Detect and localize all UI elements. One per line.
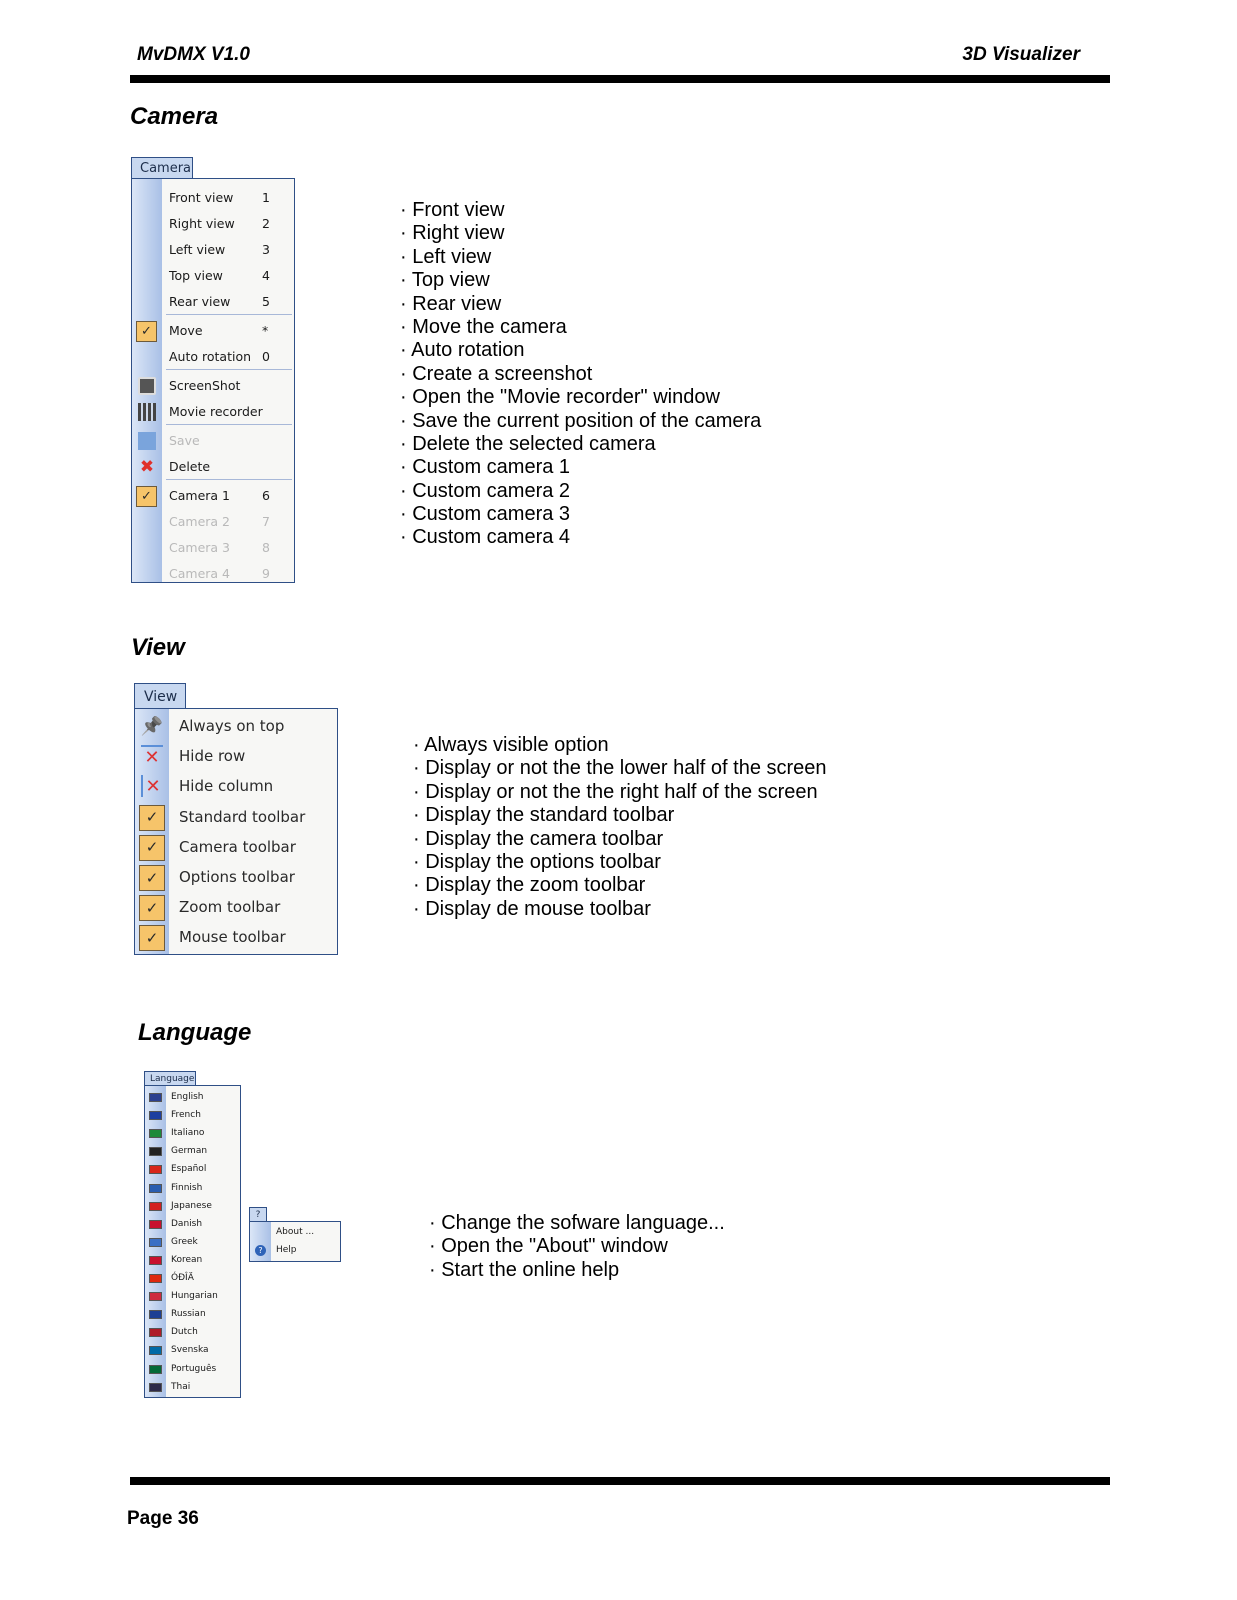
menu-item-label: Danish bbox=[171, 1218, 203, 1229]
menu-item-shortcut: 3 bbox=[262, 242, 270, 257]
camera-menu-item-auto-rotation[interactable] bbox=[132, 347, 294, 367]
camera-menu-item-rear-view[interactable] bbox=[132, 292, 294, 312]
flag-icon bbox=[149, 1346, 162, 1355]
page-number: Page 36 bbox=[127, 1508, 199, 1529]
camera-menu-item-camera-1[interactable] bbox=[132, 486, 294, 506]
footer-rule bbox=[130, 1477, 1110, 1485]
doc-header-right: 3D Visualizer bbox=[962, 44, 1080, 65]
help-menu-tab[interactable]: ? bbox=[249, 1207, 267, 1222]
language-menu-item-korean[interactable] bbox=[145, 1252, 240, 1269]
flag-icon bbox=[149, 1111, 162, 1120]
menu-item-label: Italiano bbox=[171, 1128, 205, 1139]
menu-item-shortcut: 2 bbox=[262, 216, 270, 231]
menu-item-label: Korean bbox=[171, 1254, 203, 1265]
checkmark-icon: ✓ bbox=[139, 805, 165, 831]
menu-item-label: Español bbox=[171, 1164, 207, 1175]
menu-item-label: About ... bbox=[276, 1227, 315, 1237]
language-menu-item-hungarian[interactable] bbox=[145, 1288, 240, 1305]
flag-icon bbox=[149, 1365, 162, 1374]
language-menu-dropdown bbox=[144, 1085, 241, 1398]
camera-menu-item-delete[interactable] bbox=[132, 457, 294, 477]
view-menu-item-camera-toolbar[interactable] bbox=[135, 834, 337, 861]
description-line: · Custom camera 3 bbox=[400, 503, 571, 526]
menu-item-label: Top view bbox=[169, 268, 223, 283]
checkmark-icon: ✓ bbox=[139, 835, 165, 861]
doc-header-left: MvDMX V1.0 bbox=[137, 44, 250, 65]
language-menu-item-portugu-s[interactable] bbox=[145, 1361, 240, 1378]
flag-icon bbox=[149, 1328, 162, 1337]
menu-item-label: Mouse toolbar bbox=[179, 928, 286, 947]
camera-menu-tab[interactable]: Camera bbox=[131, 157, 193, 179]
language-menu-tab[interactable]: Language bbox=[144, 1071, 196, 1086]
flag-icon bbox=[149, 1292, 162, 1301]
menu-item-label: Always on top bbox=[179, 717, 285, 735]
menu-item-shortcut: 8 bbox=[262, 540, 270, 555]
menu-item-label: Right view bbox=[169, 216, 235, 231]
menu-item-label: Save bbox=[169, 433, 200, 448]
help-icon: ? bbox=[255, 1245, 266, 1256]
menu-item-label: Dutch bbox=[171, 1327, 198, 1338]
menu-separator bbox=[166, 369, 292, 370]
description-line: · Always visible option bbox=[413, 734, 609, 756]
save-icon bbox=[138, 432, 156, 450]
menu-separator bbox=[166, 479, 292, 480]
menu-item-label: Hungarian bbox=[171, 1291, 218, 1302]
camera-menu-item-screenshot[interactable] bbox=[132, 376, 294, 396]
help-menu-item-help[interactable] bbox=[250, 1242, 340, 1259]
menu-item-shortcut: 7 bbox=[262, 514, 270, 529]
language-menu-item-italiano[interactable] bbox=[145, 1125, 240, 1142]
camera-menu-item-camera-2[interactable] bbox=[132, 512, 294, 532]
language-menu bbox=[144, 1071, 241, 1398]
description-line: · Open the "Movie recorder" window bbox=[400, 386, 720, 409]
description-line: · Right view bbox=[400, 222, 505, 245]
hide-column-icon: ✕ bbox=[141, 775, 163, 797]
language-menu-item-finnish[interactable] bbox=[145, 1180, 240, 1197]
menu-item-label: Front view bbox=[169, 190, 234, 205]
menu-item-label: Zoom toolbar bbox=[179, 898, 281, 917]
checkmark-icon: ✓ bbox=[136, 321, 157, 342]
menu-separator bbox=[166, 424, 292, 425]
help-menu bbox=[249, 1207, 341, 1262]
camera-menu-item-move[interactable] bbox=[132, 321, 294, 341]
menu-separator bbox=[166, 314, 292, 315]
view-menu-item-zoom-toolbar[interactable] bbox=[135, 894, 337, 921]
help-menu-item-about[interactable] bbox=[250, 1224, 340, 1241]
menu-item-label: Standard toolbar bbox=[179, 807, 306, 826]
description-line: · Display or not the the lower half of the screen bbox=[413, 757, 827, 780]
language-menu-item-thai[interactable] bbox=[145, 1379, 240, 1396]
language-menu-item-english[interactable] bbox=[145, 1089, 240, 1106]
camera-descriptions bbox=[400, 199, 761, 550]
menu-item-label: Move bbox=[169, 323, 203, 338]
language-menu-item-chinese[interactable] bbox=[145, 1270, 240, 1287]
description-line: · Display the zoom toolbar bbox=[413, 874, 646, 897]
view-menu-item-options-toolbar[interactable] bbox=[135, 864, 337, 891]
checkmark-icon: ✓ bbox=[139, 925, 165, 951]
menu-item-shortcut: 1 bbox=[262, 190, 270, 205]
flag-icon bbox=[149, 1256, 162, 1265]
camera-section-title: Camera bbox=[130, 103, 219, 130]
language-descriptions bbox=[429, 1212, 725, 1282]
camera-menu-item-front-view[interactable] bbox=[132, 188, 294, 208]
menu-item-label: Movie recorder bbox=[169, 404, 263, 419]
camera-menu-item-camera-4[interactable] bbox=[132, 564, 294, 584]
menu-item-label: Hide column bbox=[179, 777, 274, 796]
flag-icon bbox=[149, 1310, 162, 1319]
menu-item-label: Auto rotation bbox=[169, 349, 252, 364]
view-menu-item-hide-row[interactable] bbox=[135, 743, 337, 770]
language-menu-item-dutch[interactable] bbox=[145, 1324, 240, 1341]
language-menu-item-german[interactable] bbox=[145, 1143, 240, 1160]
view-menu-item-always-on-top[interactable] bbox=[135, 713, 337, 740]
checkmark-icon: ✓ bbox=[139, 865, 165, 891]
menu-item-label: Delete bbox=[169, 459, 211, 474]
description-line: · Custom camera 2 bbox=[400, 479, 571, 502]
flag-icon bbox=[149, 1184, 162, 1193]
checkmark-icon: ✓ bbox=[139, 895, 165, 921]
flag-icon bbox=[149, 1383, 162, 1392]
language-menu-item-danish[interactable] bbox=[145, 1216, 240, 1233]
menu-item-label: Camera toolbar bbox=[179, 837, 296, 856]
description-line: · Left view bbox=[400, 245, 492, 268]
menu-item-label: Rear view bbox=[169, 294, 231, 309]
description-line: · Delete the selected camera bbox=[400, 432, 656, 455]
flag-icon bbox=[149, 1129, 162, 1138]
flag-icon bbox=[149, 1238, 162, 1247]
menu-item-label: German bbox=[171, 1146, 208, 1157]
flag-icon bbox=[149, 1165, 162, 1174]
description-line: · Create a screenshot bbox=[400, 362, 593, 385]
menu-item-label: Thai bbox=[171, 1381, 191, 1392]
pin-icon: 📌 bbox=[140, 715, 164, 737]
language-menu-item-russian[interactable] bbox=[145, 1306, 240, 1323]
view-menu-item-mouse-toolbar[interactable] bbox=[135, 924, 337, 951]
menu-item-shortcut: 5 bbox=[262, 294, 270, 309]
menu-item-shortcut: 0 bbox=[262, 349, 270, 364]
camera-menu-item-save[interactable] bbox=[132, 431, 294, 451]
description-line: · Custom camera 4 bbox=[400, 526, 571, 549]
description-line: · Custom camera 1 bbox=[400, 456, 571, 479]
description-line: · Top view bbox=[400, 269, 490, 292]
menu-item-label: French bbox=[171, 1110, 201, 1121]
description-line: · Front view bbox=[400, 199, 505, 221]
menu-item-label: Camera 2 bbox=[169, 514, 230, 529]
menu-item-shortcut: * bbox=[262, 323, 269, 338]
language-menu-item-japanese[interactable] bbox=[145, 1198, 240, 1215]
menu-item-label: English bbox=[171, 1092, 204, 1102]
hide-row-icon: ✕ bbox=[141, 745, 163, 767]
menu-item-label: Japanese bbox=[171, 1200, 212, 1211]
menu-item-shortcut: 6 bbox=[262, 488, 270, 503]
description-line: · Display or not the the right half of the screen bbox=[413, 780, 818, 803]
flag-icon bbox=[149, 1274, 162, 1283]
language-menu-item-espa-ol[interactable] bbox=[145, 1161, 240, 1178]
description-line: · Rear view bbox=[400, 292, 502, 315]
description-line: · Open the "About" window bbox=[429, 1235, 668, 1258]
menu-item-shortcut: 9 bbox=[262, 566, 270, 581]
menu-item-label: ÓÐÎÄ bbox=[171, 1273, 194, 1283]
description-line: · Display the camera toolbar bbox=[413, 827, 664, 850]
flag-icon bbox=[149, 1220, 162, 1229]
flag-icon bbox=[149, 1147, 162, 1156]
menu-item-label: Camera 4 bbox=[169, 566, 230, 581]
language-section-title: Language bbox=[138, 1019, 252, 1046]
camera-menu-item-left-view[interactable] bbox=[132, 240, 294, 260]
description-line: · Auto rotation bbox=[400, 339, 525, 362]
description-line: · Change the sofware language... bbox=[429, 1212, 725, 1234]
menu-item-label: ScreenShot bbox=[169, 378, 241, 393]
menu-item-label: Finnish bbox=[171, 1182, 203, 1193]
menu-item-label: Help bbox=[276, 1245, 297, 1255]
camera-menu-item-right-view[interactable] bbox=[132, 214, 294, 234]
description-line: · Save the current position of the camera bbox=[400, 409, 762, 432]
description-line: · Start the online help bbox=[429, 1258, 620, 1281]
view-menu-item-hide-column[interactable] bbox=[135, 773, 337, 800]
menu-item-label: Russian bbox=[171, 1309, 206, 1320]
camera-icon bbox=[138, 377, 156, 395]
flag-icon bbox=[149, 1093, 162, 1102]
camera-menu bbox=[131, 157, 295, 583]
checkmark-icon: ✓ bbox=[136, 486, 157, 507]
view-section-title: View bbox=[131, 634, 185, 661]
description-line: · Display the standard toolbar bbox=[413, 804, 675, 827]
description-line: · Display de mouse toolbar bbox=[413, 897, 651, 920]
language-menu-item-french[interactable] bbox=[145, 1107, 240, 1124]
film-icon bbox=[138, 403, 156, 421]
flag-icon bbox=[149, 1202, 162, 1211]
delete-icon: ✖ bbox=[139, 457, 155, 477]
menu-item-label: Greek bbox=[171, 1236, 198, 1247]
description-line: · Move the camera bbox=[400, 315, 567, 338]
language-menu-item-greek[interactable] bbox=[145, 1234, 240, 1251]
header-rule bbox=[130, 75, 1110, 83]
view-menu-dropdown bbox=[134, 708, 338, 955]
menu-item-label: Left view bbox=[169, 242, 226, 257]
view-menu-tab[interactable]: View bbox=[134, 683, 186, 709]
menu-item-label: Camera 3 bbox=[169, 540, 230, 555]
menu-item-label: Camera 1 bbox=[169, 488, 230, 503]
menu-item-label: Português bbox=[171, 1363, 217, 1374]
menu-item-label: Hide row bbox=[179, 747, 246, 766]
view-menu bbox=[134, 683, 338, 955]
menu-item-shortcut: 4 bbox=[262, 268, 270, 283]
menu-item-label: Svenska bbox=[171, 1345, 209, 1356]
camera-menu-item-movie-recorder[interactable] bbox=[132, 402, 294, 422]
description-line: · Display the options toolbar bbox=[413, 850, 661, 873]
menu-item-label: Options toolbar bbox=[179, 868, 295, 886]
view-menu-item-standard-toolbar[interactable] bbox=[135, 804, 337, 831]
camera-menu-item-camera-3[interactable] bbox=[132, 538, 294, 558]
camera-menu-item-top-view[interactable] bbox=[132, 266, 294, 286]
view-descriptions bbox=[413, 734, 827, 921]
help-menu-dropdown bbox=[249, 1221, 341, 1262]
camera-menu-dropdown bbox=[131, 178, 295, 583]
language-menu-item-svenska[interactable] bbox=[145, 1342, 240, 1359]
